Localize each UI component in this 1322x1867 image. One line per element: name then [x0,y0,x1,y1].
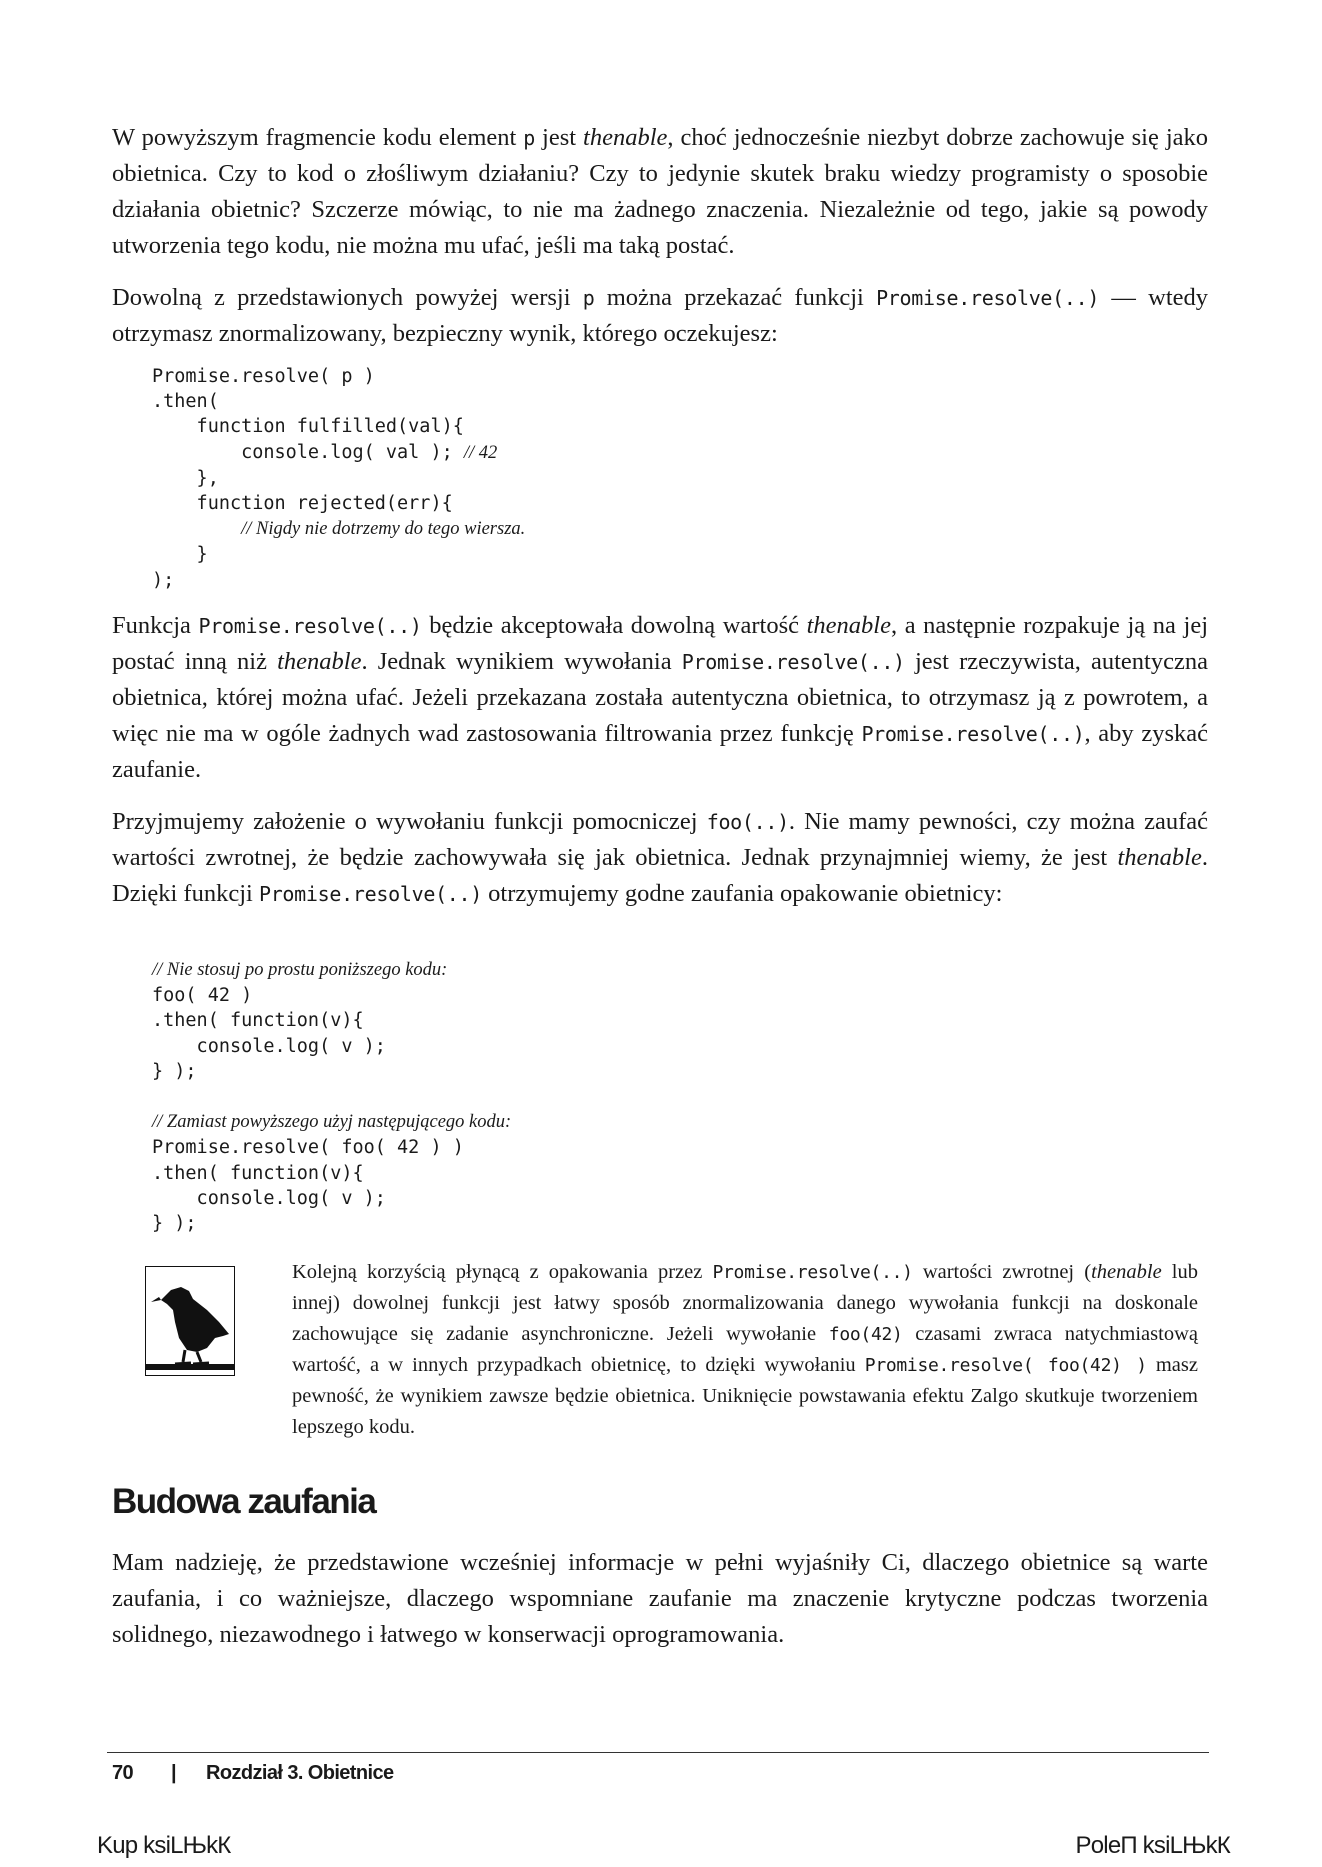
section-heading: Budowa zaufania [112,1482,376,1521]
chapter-title: Rozdział 3. Obietnice [206,1762,394,1784]
buy-book-link[interactable]: Kup ksiLЊkК [97,1832,231,1859]
note-text: Kolejną korzyścią płynącą z opakowania przez Promise.resolve(..) wartości zwrotnej (thenable lub innej) dowolnej funkcji jest łatwy sposób znormalizowania danego wywołania funkcji na doskonale zachowujące się zadanie asynchroniczne. Jeżeli wywołanie foo(42) czasami zwraca natychmiastową wartość, a w innych przypadkach obietnicę, to dzięki wywołaniu Promise.resolve( foo(42) ) masz pewność, że wynikiem zawsze będzie obietnica. Uniknięcie powstawania efektu Zalgo skutkuje tworzeniem lepszego kodu. [292,1261,1198,1438]
page-number: 70 [112,1762,134,1784]
code-listing-2: // Nie stosuj po prostu poniższego kodu: foo( 42 ) .then( function(v){ console.log( v ); } ); // Zamiast powyższego użyj następującego kodu: Promise.resolve( foo( 42 ) ) .then( function(v){ console.log( v ); } ); [152,960,512,1235]
page-footer [112,1762,394,1785]
recommend-book-link[interactable]: PoleП ksiLЊkК [1075,1832,1230,1859]
paragraph-4: Przyjmujemy założenie o wywołaniu funkcji pomocniczej foo(..). Nie mamy pewności, czy można zaufać wartości zwrotnej, że będzie zachowywała się jak obietnica. Jednak przynajmniej wiemy, że jest thenable. Dzięki funkcji Promise.resolve(..) otrzymujemy godne zaufania opakowanie obietnicy: [112,808,1209,907]
code-listing-1: Promise.resolve( p ) .then( function fulfilled(val){ console.log( val ); // 42 }, function rejected(err){ // Nigdy nie dotrzemy do tego wiersza. } ); [152,366,526,591]
paragraph-3: Funkcja Promise.resolve(..) będzie akceptowała dowolną wartość thenable, a następnie rozpakuje ją na jej postać inną niż thenable. Jednak wynikiem wywołania Promise.resolve(..) jest rzeczywista, autentyczna obietnica, której można ufać. Jeżeli przekazana została autentyczna obietnica, to otrzymasz ją z powrotem, a więc nie ma w ogóle żadnych wad zastosowania filtrowania przez funkcję Promise.resolve(..), aby zyskać zaufanie. [112,612,1208,783]
footer-divider [107,1752,1209,1753]
crow-icon [145,1266,235,1376]
paragraph-5: Mam nadzieję, że przedstawione wcześniej informacje w pełni wyjaśniły Ci, dlaczego obietnice są warte zaufania, i co ważniejsze, dlaczego wspomniane zaufanie ma znaczenie krytyczne podczas tworzenia solidnego, niezawodnego i łatwego w konserwacji oprogramowania. [112,1549,1208,1648]
footer-separator: | [171,1762,177,1784]
paragraph-1: W powyższym fragmencie kodu element p jest thenable, choć jednocześnie niezbyt dobrze zachowuje się jako obietnica. Czy to kod o złośliwym działaniu? Czy to jedynie skutek braku wiedzy programisty o sposobie działania obietnic? Szczerze mówiąc, to nie ma żadnego znaczenia. Niezależnie od tego, jakie są powody utworzenia tego kodu, nie można mu ufać, jeśli ma taką postać. [112,124,1208,259]
paragraph-2: Dowolną z przedstawionych powyżej wersji p można przekazać funkcji Promise.resolve(..) — wtedy otrzymasz znormalizowany, bezpieczny wynik, którego oczekujesz: [112,284,1209,347]
